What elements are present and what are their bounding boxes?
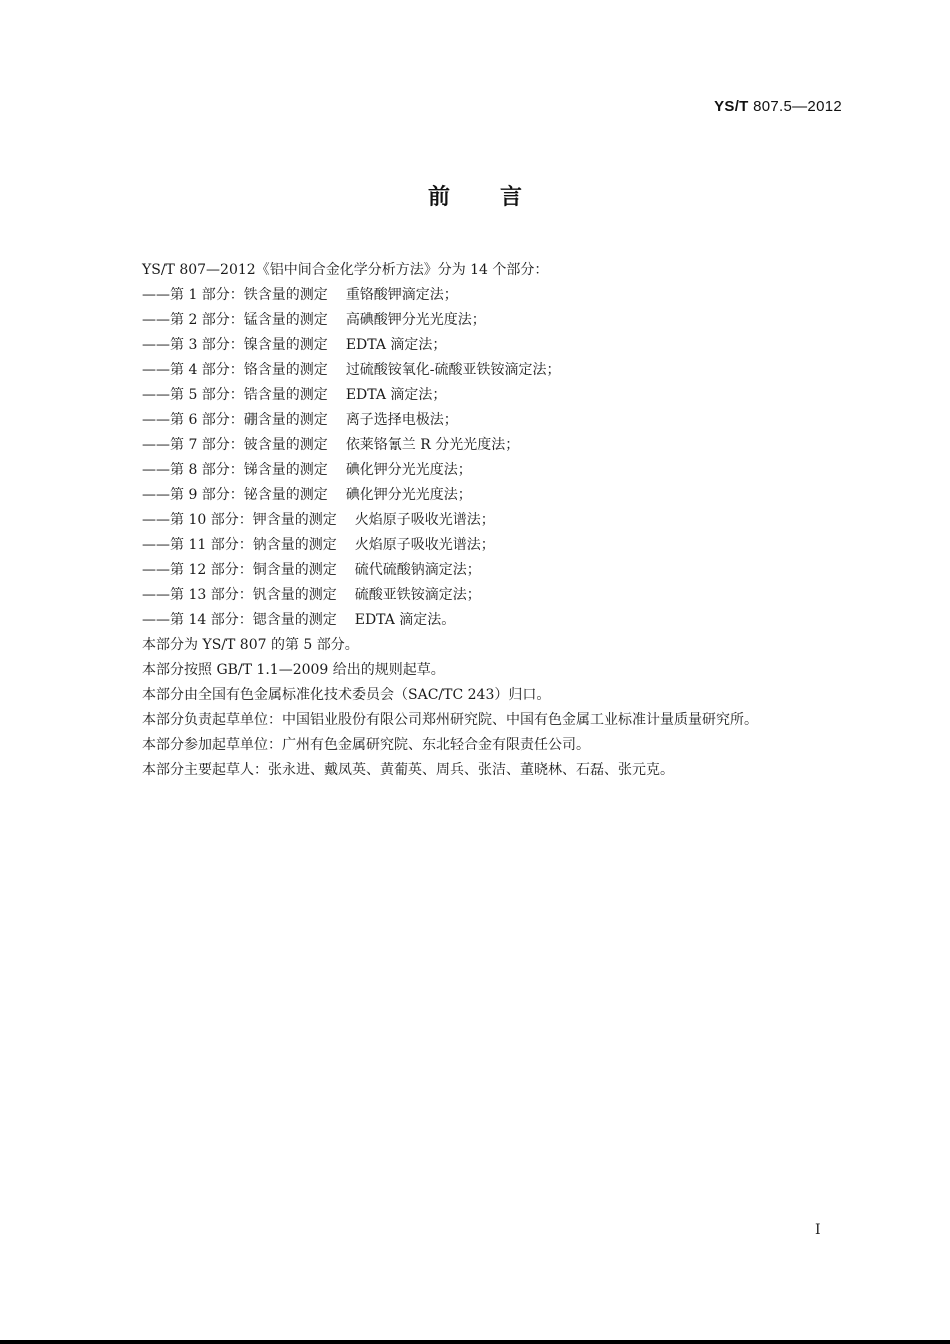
foreword-body — [108, 258, 844, 783]
part-name: ——第 12 部分：铜含量的测定 — [142, 562, 337, 578]
part-method: 碘化钾分光光度法； — [345, 462, 472, 478]
standard-code: 807.5—2012 — [753, 98, 842, 115]
list-item — [108, 308, 844, 333]
part-name: ——第 1 部分：铁含量的测定 — [142, 287, 328, 303]
list-item — [108, 608, 844, 633]
list-item — [108, 583, 844, 608]
part-method: 硫酸亚铁铵滴定法； — [354, 587, 481, 603]
standard-org: YS/T — [714, 98, 749, 115]
part-method: 高碘酸钾分光光度法； — [345, 312, 486, 328]
intro-paragraph: YS/T 807—2012《铝中间合金化学分析方法》分为 14 个部分： — [142, 262, 549, 278]
part-method: EDTA 滴定法； — [345, 387, 447, 403]
page-title: 前言 — [427, 185, 572, 210]
list-item — [108, 333, 844, 358]
part-name: ——第 8 部分：锑含量的测定 — [142, 462, 328, 478]
list-item — [108, 533, 844, 558]
participating-units: 本部分参加起草单位：广州有色金属研究院、东北轻合金有限责任公司。 — [142, 737, 590, 753]
part-method: EDTA 滴定法； — [345, 337, 447, 353]
part-name: ——第 10 部分：钾含量的测定 — [142, 512, 337, 528]
part-name: ——第 6 部分：硼含量的测定 — [142, 412, 328, 428]
part-name: ——第 3 部分：镍含量的测定 — [142, 337, 328, 353]
part-method: 依莱铬氰兰 R 分光光度法； — [345, 437, 520, 453]
committee-statement: 本部分由全国有色金属标准化技术委员会（SAC/TC 243）归口。 — [142, 687, 551, 703]
list-item — [108, 408, 844, 433]
part-name: ——第 2 部分：锰含量的测定 — [142, 312, 328, 328]
part-name: ——第 5 部分：锆含量的测定 — [142, 387, 328, 403]
parts-list — [108, 283, 844, 633]
standard-number — [714, 98, 842, 115]
list-item — [108, 383, 844, 408]
list-item — [108, 358, 844, 383]
page-number: I — [815, 1222, 821, 1238]
drafting-rules: 本部分按照 GB/T 1.1—2009 给出的规则起草。 — [142, 662, 445, 678]
list-item — [108, 508, 844, 533]
list-item — [108, 458, 844, 483]
part-method: 火焰原子吸收光谱法； — [354, 512, 495, 528]
part-method: 重铬酸钾滴定法； — [345, 287, 458, 303]
list-item — [108, 558, 844, 583]
part-statement: 本部分为 YS/T 807 的第 5 部分。 — [142, 637, 359, 653]
part-name: ——第 14 部分：锶含量的测定 — [142, 612, 337, 628]
part-method: EDTA 滴定法。 — [354, 612, 456, 628]
part-method: 火焰原子吸收光谱法； — [354, 537, 495, 553]
main-drafters: 本部分主要起草人：张永进、戴凤英、黄葡英、周兵、张洁、董晓林、石磊、张元克。 — [142, 762, 674, 778]
part-method: 离子选择电极法； — [345, 412, 458, 428]
part-name: ——第 11 部分：钠含量的测定 — [142, 537, 337, 553]
part-method: 硫代硫酸钠滴定法； — [354, 562, 481, 578]
list-item — [108, 433, 844, 458]
list-item — [108, 483, 844, 508]
part-name: ——第 7 部分：铍含量的测定 — [142, 437, 328, 453]
list-item — [108, 283, 844, 308]
part-method: 碘化钾分光光度法； — [345, 487, 472, 503]
part-method: 过硫酸铵氧化-硫酸亚铁铵滴定法； — [345, 362, 561, 378]
page-bottom-border — [0, 1340, 950, 1344]
part-name: ——第 4 部分：铬含量的测定 — [142, 362, 328, 378]
responsible-units: 本部分负责起草单位：中国铝业股份有限公司郑州研究院、中国有色金属工业标准计量质量研究所。 — [142, 712, 758, 728]
part-name: ——第 13 部分：钒含量的测定 — [142, 587, 337, 603]
part-name: ——第 9 部分：铋含量的测定 — [142, 487, 328, 503]
